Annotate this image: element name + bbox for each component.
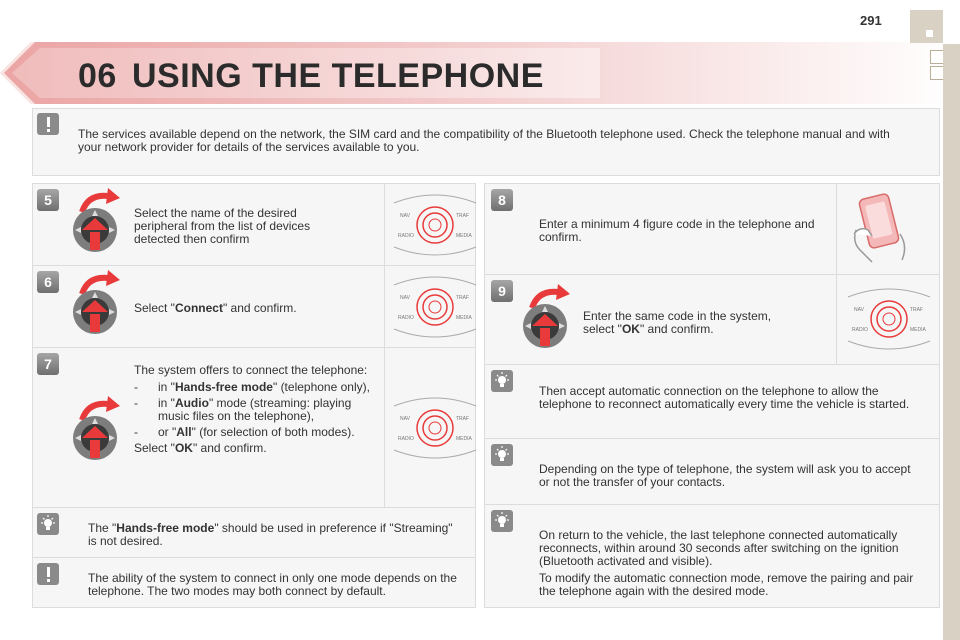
step-8-text: Enter a minimum 4 figure code in the telephone and confirm.: [539, 217, 815, 244]
divider: [384, 183, 385, 507]
step-6-text: Select "Connect" and confirm.: [134, 301, 297, 315]
nav-label: NAV: [854, 307, 864, 313]
chapter-tab-square: [930, 50, 944, 64]
lightbulb-icon: [491, 370, 513, 392]
divider: [484, 504, 940, 505]
page-number: 291: [860, 13, 882, 28]
divider: [484, 364, 940, 365]
media-label: MEDIA: [910, 327, 926, 333]
step-9-knob-graphic: [518, 282, 578, 356]
traf-label: TRAF: [456, 416, 470, 422]
return-tip-paragraph: To modify the automatic connection mode, remove the pairing and pair the telephone again with the desired mode.: [539, 571, 914, 598]
connection-mode-list: [134, 381, 374, 439]
lightbulb-icon: [491, 510, 513, 532]
smartphone-hand-icon: [850, 190, 910, 266]
step-number-badge: 9: [491, 280, 513, 302]
media-label: MEDIA: [456, 233, 472, 239]
mode-warning-text: The ability of the system to connect in only one mode depends on the telephone. The two modes may both connect by default.: [88, 571, 457, 598]
side-margin-bar: [943, 44, 960, 640]
step-7-knob-graphic: [68, 394, 128, 468]
radio-label: RADIO: [852, 327, 868, 333]
media-label: MEDIA: [456, 436, 472, 442]
traf-label: TRAF: [910, 307, 924, 313]
traf-label: TRAF: [456, 213, 470, 219]
return-tip-paragraph: On return to the vehicle, the last telephone connected automatically reconnects, within around 30 seconds after switching on the ignition (Bluetooth activated and visible).: [539, 528, 899, 568]
step-5-text: Select the name of the desired peripheral from the list of devices detected then confirm: [134, 206, 311, 246]
divider: [32, 507, 476, 508]
step-7-final: Select "OK" and confirm.: [134, 441, 267, 455]
step-9-text: [583, 310, 813, 336]
divider: [484, 438, 940, 439]
page-title: USING THE TELEPHONE: [132, 57, 544, 95]
step-6-console-graphic: [390, 271, 480, 343]
services-notice-text: The services available depend on the network, the SIM card and the compatibility of the Bluetooth telephone used. Check the telephone manual and with your network provider for details of the services available to you.: [78, 127, 890, 154]
auto-connect-tip-text: Then accept automatic connection on the telephone to allow the telephone to reconnect automatically every time the vehicle is started.: [539, 384, 910, 411]
lightbulb-icon: [491, 444, 513, 466]
contacts-tip-text: Depending on the type of telephone, the system will ask you to accept or not the transfer of your contacts.: [539, 462, 911, 489]
step-7-text: [134, 364, 374, 455]
nav-label: NAV: [400, 416, 410, 422]
lightbulb-icon: [37, 513, 59, 535]
divider: [484, 274, 940, 275]
divider: [32, 265, 476, 266]
step-number-badge: 7: [37, 353, 59, 375]
step-5-knob-graphic: [68, 186, 128, 260]
radio-label: RADIO: [398, 315, 414, 321]
step-6-knob-graphic: [68, 268, 128, 342]
radio-label: RADIO: [398, 436, 414, 442]
hands-free-tip-text: The "Hands-free mode" should be used in preference if "Streaming" is not desired.: [88, 521, 453, 548]
chapter-tab-square: [930, 66, 944, 80]
step-number-badge: 8: [491, 189, 513, 211]
chapter-tab-dot: [926, 30, 933, 37]
divider: [32, 557, 476, 558]
step-7-console-graphic: [390, 392, 480, 464]
nav-label: NAV: [400, 295, 410, 301]
step-number-badge: 5: [37, 189, 59, 211]
nav-label: NAV: [400, 213, 410, 219]
divider: [836, 183, 837, 364]
traf-label: TRAF: [456, 295, 470, 301]
exclamation-icon: [37, 113, 59, 135]
exclamation-icon: [37, 563, 59, 585]
step-7-intro: The system offers to connect the telephone:: [134, 363, 368, 377]
step-number-badge: 6: [37, 271, 59, 293]
media-label: MEDIA: [456, 315, 472, 321]
list-item: - or "All" (for selection of both modes).: [134, 425, 355, 439]
list-item: - in "Hands-free mode" (telephone only),: [134, 380, 370, 394]
divider: [32, 347, 476, 348]
radio-label: RADIO: [398, 233, 414, 239]
step-9-line2: select "OK" and confirm.: [583, 322, 714, 336]
list-item: - in "Audio" mode (streaming: playing music files on the telephone),: [134, 396, 352, 423]
step-5-console-graphic: [390, 189, 480, 261]
step-9-console-graphic: [844, 283, 934, 355]
chapter-number: 06: [78, 57, 117, 95]
chapter-tab-block: [910, 10, 943, 43]
return-tip-text: [539, 529, 924, 598]
step-9-line1: Enter the same code in the system,: [583, 309, 772, 323]
